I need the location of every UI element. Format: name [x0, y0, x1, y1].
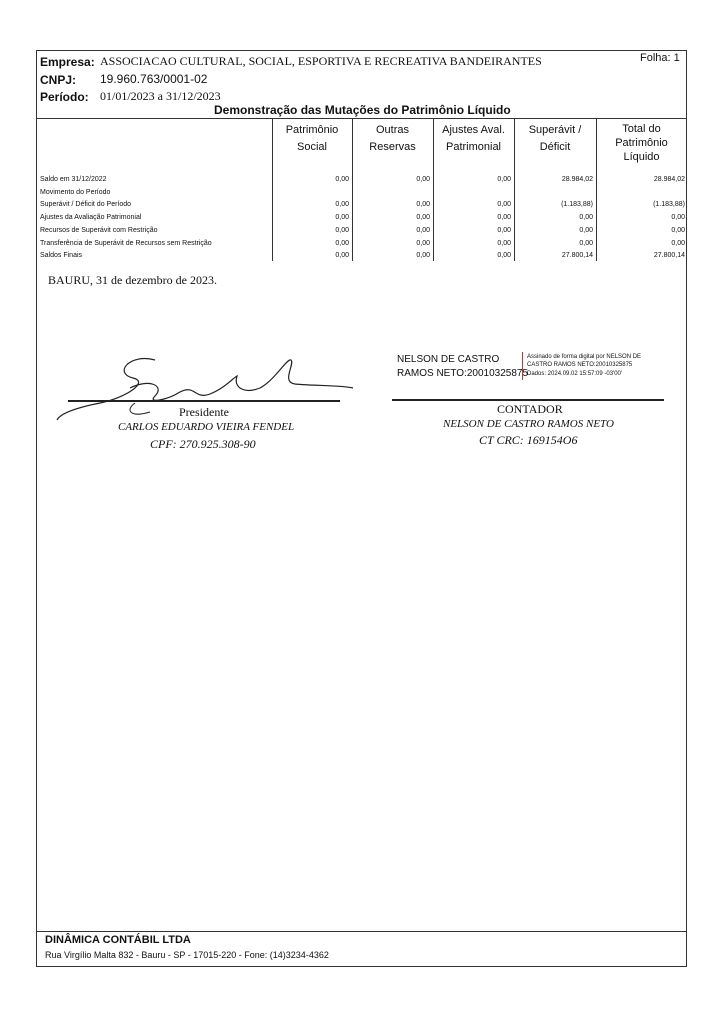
- table-cell: 27.800,14: [561, 252, 593, 260]
- accountant-role: CONTADOR: [497, 402, 563, 416]
- signature-line-accountant: [392, 399, 664, 401]
- signature-separator: [522, 352, 523, 380]
- column-header-total: Total do Patrimônio Líquido: [615, 123, 668, 163]
- folha-number: Folha: 1: [640, 52, 680, 64]
- table-cell: 0,00: [671, 239, 685, 247]
- table-cell: 0,00: [335, 214, 349, 222]
- empresa-label: Empresa:: [40, 55, 95, 69]
- column-header-superavit-deficit: Superávit / Déficit: [528, 124, 582, 153]
- table-cell: 0,00: [671, 214, 685, 222]
- table-cell: 0,00: [579, 214, 593, 222]
- table-cell: 0,00: [416, 176, 430, 183]
- table-cell: 0,00: [416, 239, 430, 247]
- table-cell: 0,00: [335, 176, 349, 183]
- table-cell: 0,00: [497, 252, 511, 260]
- periodo-label: Período:: [40, 90, 89, 104]
- document-frame: [36, 50, 687, 967]
- table-cell: 0,00: [497, 214, 511, 222]
- digital-signer-name: NELSON DE CASTRO: [397, 354, 500, 365]
- table-cell: 0,00: [335, 226, 349, 234]
- table-cell: 0,00: [497, 239, 511, 247]
- table-row-label: Saldos Finais: [40, 252, 83, 260]
- column-header-ajustes-aval: Ajustes Aval. Patrimonial: [442, 124, 505, 153]
- page-title: Demonstração das Mutações do Patrimônio Líquido: [214, 103, 511, 117]
- footer-address: Rua Virgílio Malta 832 - Bauru - SP - 17015-220 - Fone: (14)3234-4362: [45, 950, 329, 960]
- column-header-patrimonio-social: Patrimônio Social: [285, 124, 339, 153]
- president-name: CARLOS EDUARDO VIEIRA FENDEL: [118, 421, 295, 433]
- signature-line-president: [68, 400, 340, 402]
- cnpj-value: 19.960.763/0001-02: [100, 72, 208, 86]
- cnpj-label: CNPJ:: [40, 73, 77, 87]
- table-row-label: Movimento do Período: [40, 188, 111, 196]
- title-divider: [36, 118, 687, 119]
- digital-signature-note: CASTRO RAMOS NETO:20010325875: [527, 362, 633, 368]
- table-cell: 0,00: [416, 201, 430, 209]
- table-cell: 27.800,14: [653, 252, 685, 260]
- table-cell: 0,00: [497, 176, 511, 183]
- president-role: Presidente: [179, 405, 229, 419]
- table-cell: 0,00: [497, 201, 511, 209]
- table-cell: 0,00: [416, 214, 430, 222]
- digital-signer-id: RAMOS NETO:20010325875: [397, 368, 529, 379]
- table-cell: (1.183,88): [561, 201, 593, 209]
- digital-signature-date: Dados: 2024.09.02 15:57:09 -03'00': [527, 371, 623, 377]
- table-row-label: Ajustes da Avaliação Patrimonial: [40, 214, 142, 222]
- accountant-crc: CT CRC: 169154O6: [479, 433, 578, 447]
- table-cell: 28.984,02: [653, 176, 685, 183]
- table-cell: 0,00: [579, 239, 593, 247]
- table-row-label: Transferência de Superávit de Recursos sem Restrição: [40, 239, 212, 247]
- table-cell: 28.984,02: [561, 176, 593, 183]
- table-cell: 0,00: [335, 239, 349, 247]
- table-cell: 0,00: [416, 226, 430, 234]
- digital-signature-note: Assinado de forma digital por NELSON DE: [527, 354, 642, 360]
- table-cell: 0,00: [335, 252, 349, 260]
- president-cpf: CPF: 270.925.308-90: [150, 437, 256, 451]
- footer-divider: [36, 931, 687, 932]
- table-cell: 0,00: [335, 201, 349, 209]
- periodo-value: 01/01/2023 a 31/12/2023: [100, 89, 221, 103]
- place-date: BAURU, 31 de dezembro de 2023.: [48, 273, 217, 287]
- table-cell: 0,00: [579, 226, 593, 234]
- empresa-value: ASSOCIACAO CULTURAL, SOCIAL, ESPORTIVA E RECREATIVA BANDEIRANTES: [100, 54, 542, 68]
- table-cell: 0,00: [497, 226, 511, 234]
- table-cell: (1.183,88): [653, 201, 685, 209]
- table-row-label: Saldo em 31/12/2022: [40, 176, 107, 183]
- footer-company: DINÂMICA CONTÁBIL LTDA: [45, 934, 191, 946]
- accountant-name: NELSON DE CASTRO RAMOS NETO: [443, 418, 614, 430]
- column-header-outras-reservas: Outras Reservas: [369, 124, 416, 153]
- table-row-label: Recursos de Superávit com Restrição: [40, 226, 158, 234]
- table-cell: 0,00: [671, 226, 685, 234]
- table-cell: 0,00: [416, 252, 430, 260]
- table-row-label: Superávit / Déficit do Período: [40, 201, 132, 209]
